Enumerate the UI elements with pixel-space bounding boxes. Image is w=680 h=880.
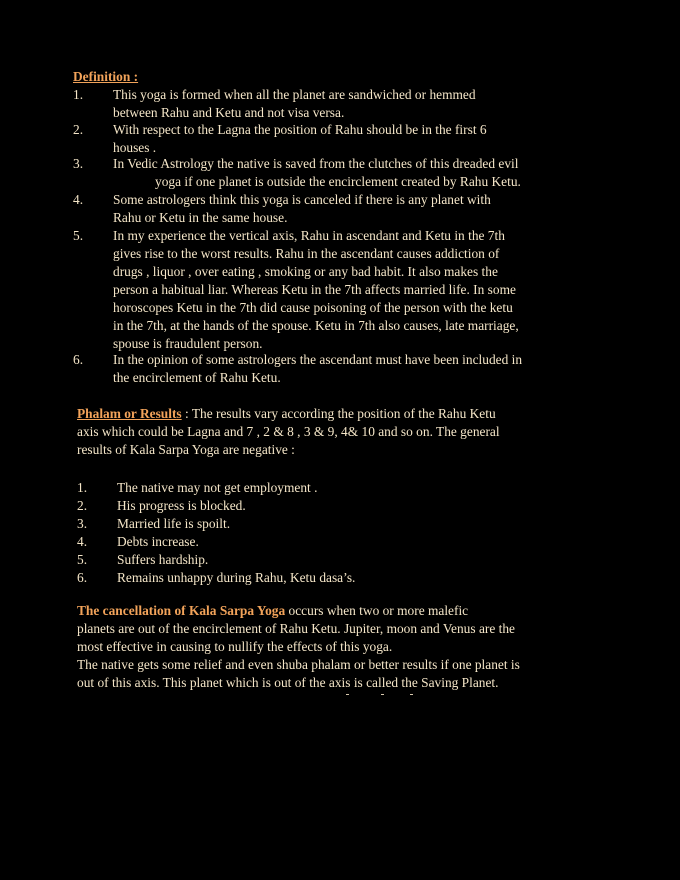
definition-item-6-line-1: In the opinion of some astrologers the ascendant must have been included in <box>113 352 523 367</box>
phalam-line-3: results of Kala Sarpa Yoga are negative : <box>77 442 295 457</box>
phalam-line-2: axis which could be Lagna and 7 , 2 & 8 , 3 & 9, 4& 10 and so on. The general <box>77 424 500 439</box>
result-item-5-number: 5. <box>77 552 88 567</box>
definition-item-2-number: 2. <box>73 122 84 137</box>
cancellation-first-line <box>77 602 617 620</box>
cancellation-paragraph <box>77 602 617 692</box>
result-item-6: Remains unhappy during Rahu, Ketu dasa’s. <box>117 570 356 585</box>
definition-item-1-line-2: between Rahu and Ketu and not visa versa. <box>113 105 345 120</box>
cancellation-first-line-text: occurs when two or more malefic <box>285 603 469 618</box>
definition-item-5-line-2: gives rise to the worst results. Rahu in the ascendant causes addiction of <box>113 246 500 261</box>
definition-item-1 <box>113 86 613 122</box>
definition-item-4 <box>113 191 613 227</box>
definition-item-2-line-1: With respect to the Lagna the position of Rahu should be in the first 6 <box>113 122 487 137</box>
cancellation-line-4: The native gets some relief and even shuba phalam or better results if one planet is <box>77 657 520 672</box>
definition-item-3-line-1: In Vedic Astrology the native is saved from the clutches of this dreaded evil <box>113 156 519 171</box>
definition-item-6-number: 6. <box>73 352 84 367</box>
definition-item-5-line-7: spouse is fraudulent person. <box>113 336 263 351</box>
definition-item-6 <box>113 351 623 387</box>
definition-item-5-line-1: In my experience the vertical axis, Rahu in ascendant and Ketu in the 7th <box>113 228 505 243</box>
definition-item-3 <box>113 155 633 191</box>
definition-item-4-number: 4. <box>73 192 84 207</box>
definition-item-1-number: 1. <box>73 87 84 102</box>
phalam-first-line-text: : The results vary according the position of the Rahu Ketu <box>181 406 496 421</box>
cancellation-line-2: planets are out of the encirclement of Rahu Ketu. Jupiter, moon and Venus are the <box>77 621 515 636</box>
cancellation-line-5: out of this axis. This planet which is out of the axis is called the Saving Planet. <box>77 675 499 690</box>
phalam-paragraph <box>77 405 607 459</box>
result-item-4: Debts increase. <box>117 534 199 549</box>
scan-speck <box>410 694 413 695</box>
definition-item-1-line-1: This yoga is formed when all the planet are sandwiched or hemmed <box>113 87 476 102</box>
result-item-2: His progress is blocked. <box>117 498 246 513</box>
definition-item-5-line-6: in the 7th, at the hands of the spouse. Ketu in 7th also causes, late marriage, <box>113 318 519 333</box>
result-item-3-number: 3. <box>77 516 88 531</box>
scan-speck <box>381 694 384 695</box>
definition-item-4-line-2: Rahu or Ketu in the same house. <box>113 210 288 225</box>
cancellation-heading: The cancellation of Kala Sarpa Yoga <box>77 603 286 618</box>
scan-speck <box>346 694 349 695</box>
phalam-first-line <box>77 405 607 423</box>
definition-heading: Definition : <box>73 69 139 84</box>
result-item-6-number: 6. <box>77 570 88 585</box>
definition-item-3-number: 3. <box>73 156 84 171</box>
definition-item-3-line-2: yoga if one planet is outside the encirclement created by Rahu Ketu. <box>155 174 521 189</box>
definition-item-4-line-1: Some astrologers think this yoga is canceled if there is any planet with <box>113 192 491 207</box>
definition-item-6-line-2: the encirclement of Rahu Ketu. <box>113 370 281 385</box>
definition-item-5-number: 5. <box>73 228 84 243</box>
result-item-5: Suffers hardship. <box>117 552 209 567</box>
definition-item-5-line-3: drugs , liquor , over eating , smoking or any bad habit. It also makes the <box>113 264 498 279</box>
result-item-2-number: 2. <box>77 498 88 513</box>
definition-item-5-line-4: person a habitual liar. Whereas Ketu in the 7th affects married life. In some <box>113 282 516 297</box>
definition-item-5-line-5: horoscopes Ketu in the 7th did cause poisoning of the person with the ketu <box>113 300 513 315</box>
cancellation-line-3: most effective in causing to nullify the effects of this yoga. <box>77 639 393 654</box>
definition-item-2 <box>113 121 613 157</box>
result-item-1: The native may not get employment . <box>117 480 318 495</box>
definition-item-5 <box>113 227 613 353</box>
result-item-3: Married life is spoilt. <box>117 516 231 531</box>
result-item-4-number: 4. <box>77 534 88 549</box>
result-item-1-number: 1. <box>77 480 88 495</box>
phalam-heading: Phalam or Results <box>77 406 182 421</box>
definition-item-2-line-2: houses . <box>113 140 157 155</box>
